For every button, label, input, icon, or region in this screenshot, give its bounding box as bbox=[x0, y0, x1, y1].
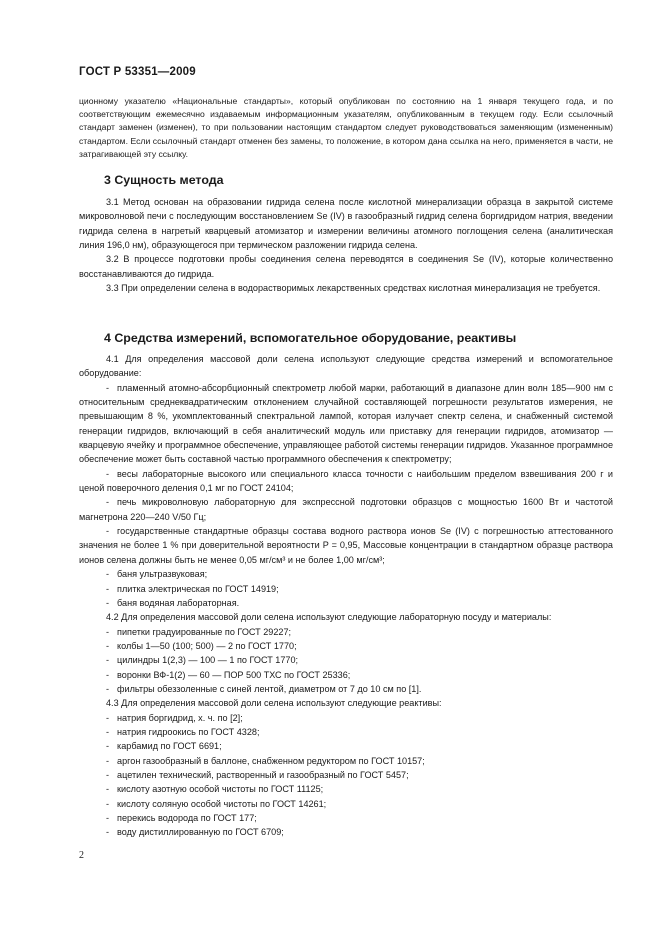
list-item: - плитка электрическая по ГОСТ 14919; bbox=[106, 583, 279, 594]
paragraph-4-1: 4.1 Для определения массовой доли селена используют следующие средства измерений и вспомогательное оборудование: bbox=[79, 354, 613, 379]
list-item: - кислоту азотную особой чистоты по ГОСТ 11125; bbox=[106, 784, 324, 795]
list-item: - фильтры обеззоленные с синей лентой, диаметром от 7 до 10 см по [1]. bbox=[106, 683, 422, 694]
list-item: - колбы 1—50 (100; 500) — 2 по ГОСТ 1770; bbox=[106, 640, 297, 651]
list-item: - цилиндры 1(2,3) — 100 — 1 по ГОСТ 1770; bbox=[106, 655, 299, 666]
list-item: - печь микроволновую лабораторную для экспрессной подготовки образцов с мощностью 1600 Вт и частотой магнетрона 220—240 V/50 Гц; bbox=[79, 497, 613, 522]
section-3-body bbox=[79, 195, 613, 295]
paragraph-4-3: 4.3 Для определения массовой доли селена используют следующие реактивы: bbox=[106, 698, 442, 709]
section-3-heading: 3 Сущность метода bbox=[104, 173, 224, 187]
list-item: - баня ультразвуковая; bbox=[106, 569, 208, 580]
document-header: ГОСТ Р 53351—2009 bbox=[79, 66, 196, 78]
section-4-body bbox=[79, 352, 613, 840]
paragraph-3-3: 3.3 При определении селена в водорастворимых лекарственных средствах кислотная минерализация не требуется. bbox=[106, 283, 601, 294]
intro-paragraph bbox=[79, 95, 613, 161]
intro-text: ционному указателю «Национальные стандарты», который опубликован по состоянию на 1 января текущего года, и по соответствующим ежемесячно издаваемым информационным указателям, опубликованным в текущем году. Если ссылочный стандарт заменен (изменен), то при пользовании настоящим стандартом следует руководствоваться заменяющим (измененным) стандартом. Если ссылочный стандарт отменен без замены, то положение, в котором дана ссылка на него, применяется в части, не затрагивающей эту ссылку. bbox=[79, 96, 613, 159]
paragraph-3-2: 3.2 В процессе подготовки пробы соединения селена переводятся в соединения Se (IV), которые количественно восстанавливаются до гидрида. bbox=[79, 254, 613, 279]
list-item: - пипетки градуированные по ГОСТ 29227; bbox=[106, 626, 292, 637]
list-item: - натрия гидроокись по ГОСТ 4328; bbox=[106, 726, 260, 737]
list-item: - весы лабораторные высокого или специального класса точности с наибольшим пределом взвешивания 200 г и ценой поверочного деления 0,1 мг по ГОСТ 24104; bbox=[79, 468, 613, 494]
list-item: - кислоту соляную особой чистоты по ГОСТ 14261; bbox=[106, 798, 327, 809]
page-number: 2 bbox=[79, 850, 84, 861]
section-4-heading: 4 Средства измерений, вспомогательное оборудование, реактивы bbox=[104, 331, 517, 345]
list-item: - перекись водорода по ГОСТ 177; bbox=[106, 813, 257, 823]
list-item: - ацетилен технический, растворенный и газообразный по ГОСТ 5457; bbox=[106, 769, 409, 780]
list-item: - воду дистиллированную по ГОСТ 6709; bbox=[106, 827, 284, 838]
list-item: - натрия боргидрид, х. ч. по [2]; bbox=[106, 712, 243, 723]
list-item: - государственные стандартные образцы состава водного раствора ионов Se (IV) с погрешностью аттестованного значения не более 1 % при доверительной вероятности P = 0,95, Массовые концентрации в стандартном образце раствора ионов селена должны быть не менее 0,05 мг/см³ и не более 1,00 мг/см³; bbox=[79, 526, 613, 565]
paragraph-4-2: 4.2 Для определения массовой доли селена используют следующие лабораторную посуду и материалы: bbox=[106, 612, 552, 623]
list-item: - баня водяная лабораторная. bbox=[106, 597, 240, 608]
list-item: - аргон газообразный в баллоне, снабженном редуктором по ГОСТ 10157; bbox=[106, 755, 425, 766]
paragraph-3-1: 3.1 Метод основан на образовании гидрида селена после кислотной минерализации образца в закрытой системе микроволновой печи с последующим восстановлением Se (IV) в газообразный гидрид селена боргидридом натрия, введении гидрида селена в нагретый кварцевый атомизатор и измерении величины атомного поглощения селена (аналитическая линия 196,0 нм), образующегося при термическом разложении гидрида селена. bbox=[79, 197, 613, 251]
list-item: - воронки ВФ-1(2) — 60 — ПОР 500 ТХС по ГОСТ 25336; bbox=[106, 669, 351, 680]
list-item: - пламенный атомно-абсорбционный спектрометр любой марки, работающий в диапазоне длин волн 185—900 нм с относительным среднеквадратическим отклонением случайной составляющей погрешности результатов измерения, не превышающим 8 %, укомплектованный спектральной лампой, которая излучает спектр селена, и снабженный системой генерации гидридов, включающий в себя аналитический модуль или приставку для генерации гидридов, атомизатор — кварцевую ячейку и программное обеспечение, управляющее работой системы генерации гидридов. Указанное программное обеспечение может быть составной частью программного обеспечения к спектрометру; bbox=[79, 382, 613, 465]
list-item: - карбамид по ГОСТ 6691; bbox=[106, 741, 222, 752]
